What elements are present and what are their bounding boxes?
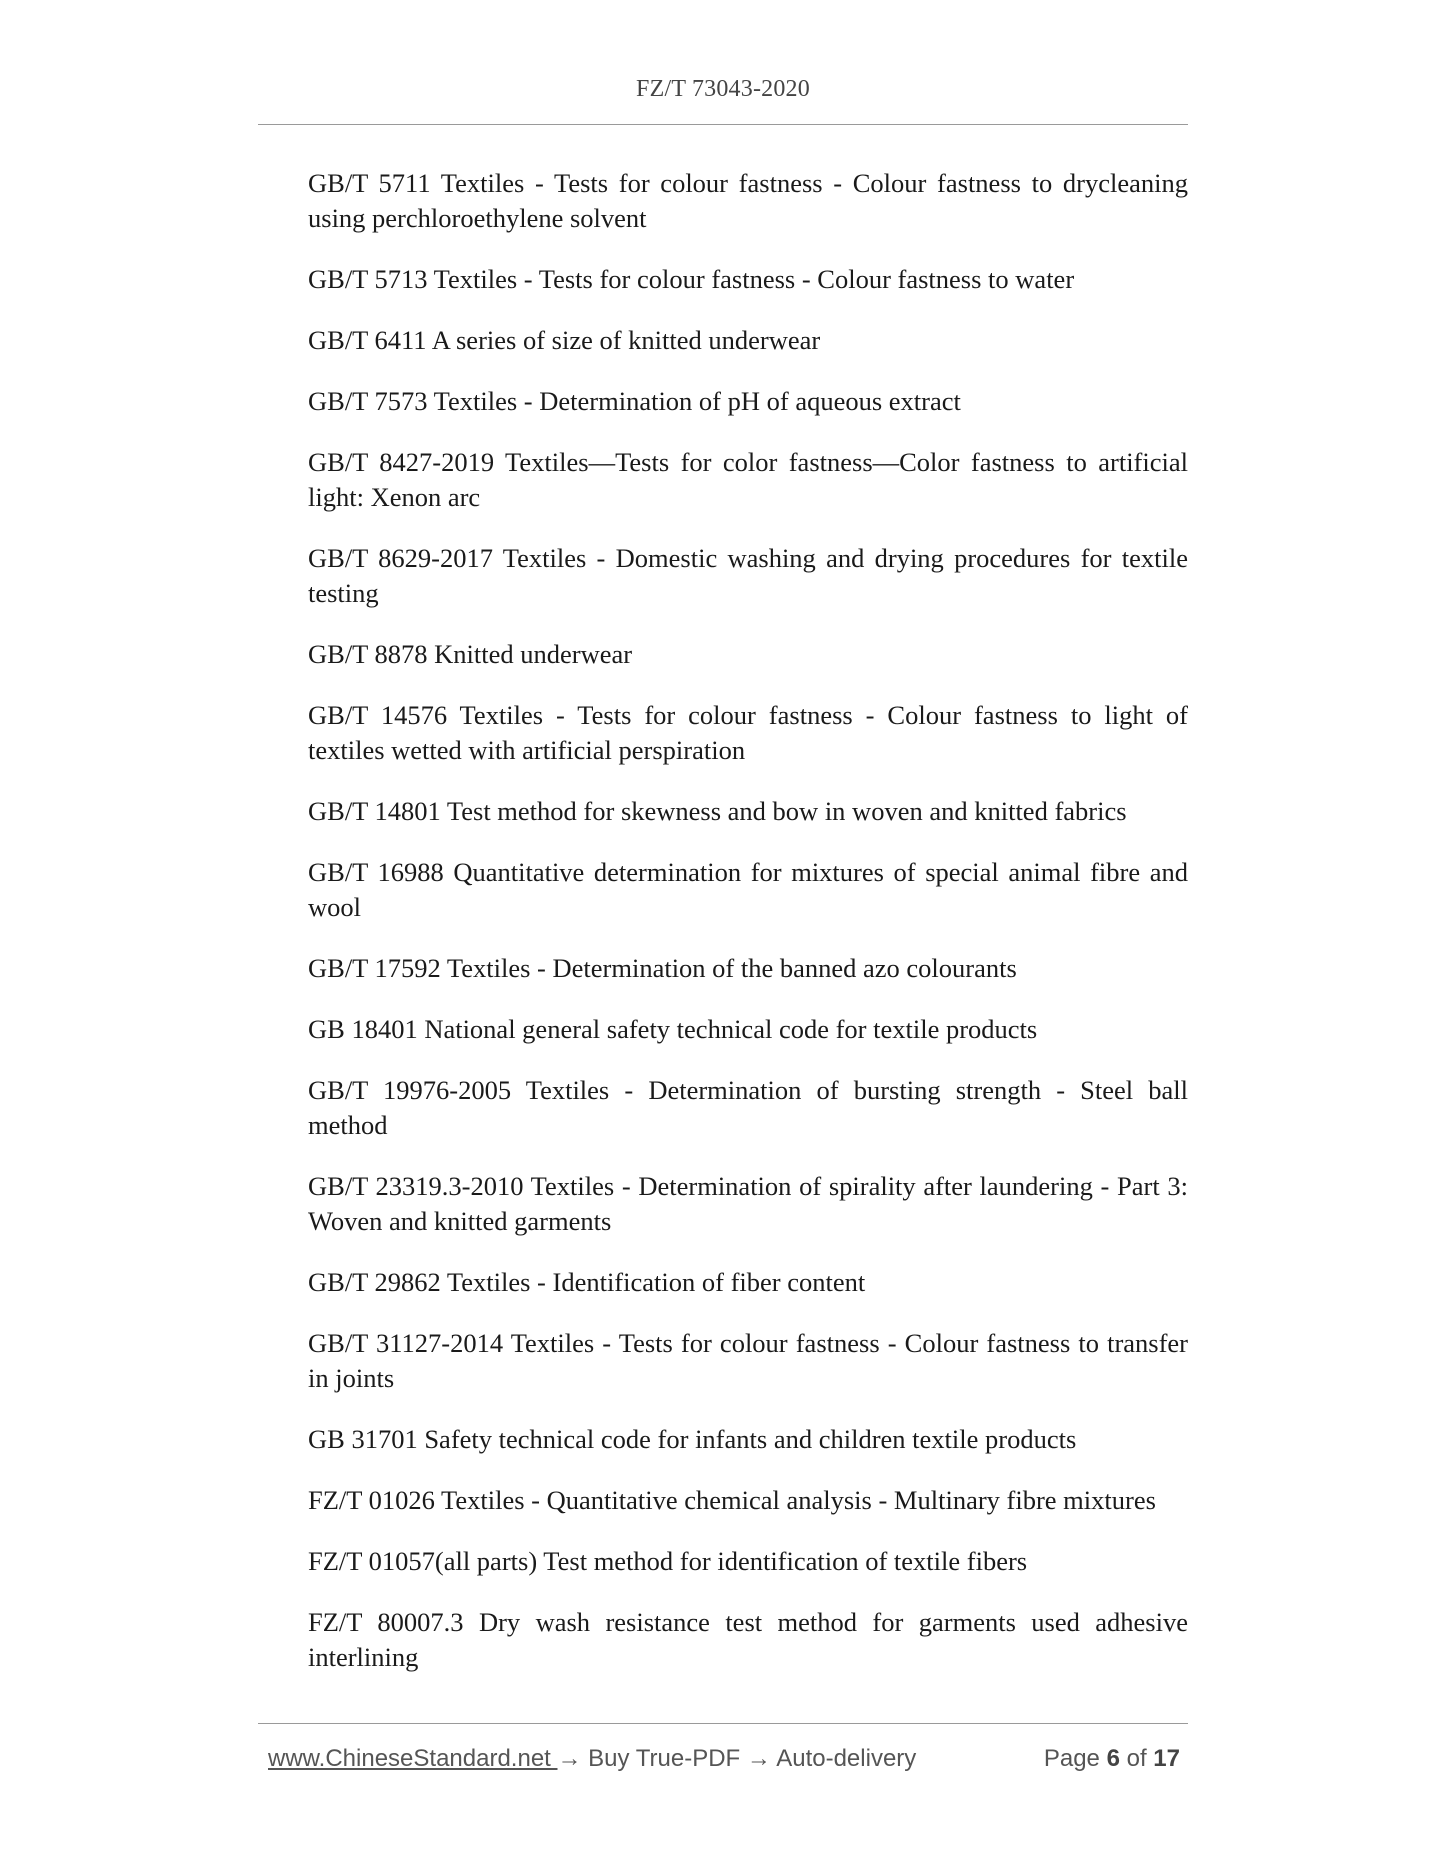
of-word: of — [1126, 1745, 1147, 1772]
reference-item: GB/T 23319.3-2010 Textiles - Determination of spirality after laundering - Part 3: Woven and knitted garments — [308, 1171, 1188, 1236]
reference-item: GB/T 31127-2014 Textiles - Tests for colour fastness - Colour fastness to transfer in joints — [308, 1328, 1188, 1393]
footer-divider — [258, 1723, 1188, 1724]
reference-item: GB/T 6411 A series of size of knitted underwear — [308, 325, 821, 355]
reference-item: GB/T 17592 Textiles - Determination of the banned azo colourants — [308, 953, 1017, 983]
reference-item: GB/T 8629-2017 Textiles - Domestic washing and drying procedures for textile testing — [308, 543, 1188, 608]
reference-item: GB/T 8878 Knitted underwear — [308, 639, 633, 669]
reference-item: GB/T 7573 Textiles - Determination of pH of aqueous extract — [308, 386, 961, 416]
footer-promo — [268, 1745, 916, 1773]
reference-item: FZ/T 80007.3 Dry wash resistance test method for garments used adhesive interlining — [308, 1607, 1188, 1672]
footer-tagline: → Buy True-PDF → Auto-delivery — [557, 1745, 917, 1772]
document-header: FZ/T 73043-2020 — [636, 76, 810, 102]
page-word: Page — [1043, 1745, 1100, 1772]
reference-item: FZ/T 01026 Textiles - Quantitative chemical analysis - Multinary fibre mixtures — [308, 1485, 1156, 1515]
reference-item: GB/T 8427-2019 Textiles—Tests for color fastness—Color fastness to artificial light: Xenon arc — [308, 447, 1188, 512]
reference-item: GB 18401 National general safety technical code for textile products — [308, 1014, 1038, 1044]
normative-references-list — [308, 166, 1188, 1701]
current-page-number: 6 — [1106, 1745, 1120, 1772]
page-indicator — [1044, 1745, 1180, 1773]
page-footer — [268, 1745, 1188, 1777]
reference-item: GB/T 5711 Textiles - Tests for colour fastness - Colour fastness to drycleaning using perchloroethylene solvent — [308, 168, 1188, 233]
reference-item: GB/T 19976-2005 Textiles - Determination of bursting strength - Steel ball method — [308, 1075, 1188, 1140]
reference-item: GB/T 5713 Textiles - Tests for colour fastness - Colour fastness to water — [308, 264, 1075, 294]
reference-item: FZ/T 01057(all parts) Test method for identification of textile fibers — [308, 1546, 1028, 1576]
reference-item: GB/T 16988 Quantitative determination for mixtures of special animal fibre and wool — [308, 857, 1188, 922]
reference-item: GB 31701 Safety technical code for infants and children textile products — [308, 1424, 1077, 1454]
reference-item: GB/T 29862 Textiles - Identification of fiber content — [308, 1267, 866, 1297]
total-pages-number: 17 — [1153, 1745, 1180, 1772]
website-link[interactable]: www.ChineseStandard.net — [268, 1745, 558, 1772]
reference-item: GB/T 14801 Test method for skewness and bow in woven and knitted fabrics — [308, 796, 1127, 826]
header-divider — [258, 124, 1188, 125]
reference-item: GB/T 14576 Textiles - Tests for colour fastness - Colour fastness to light of textiles wetted with artificial perspiration — [308, 700, 1188, 765]
